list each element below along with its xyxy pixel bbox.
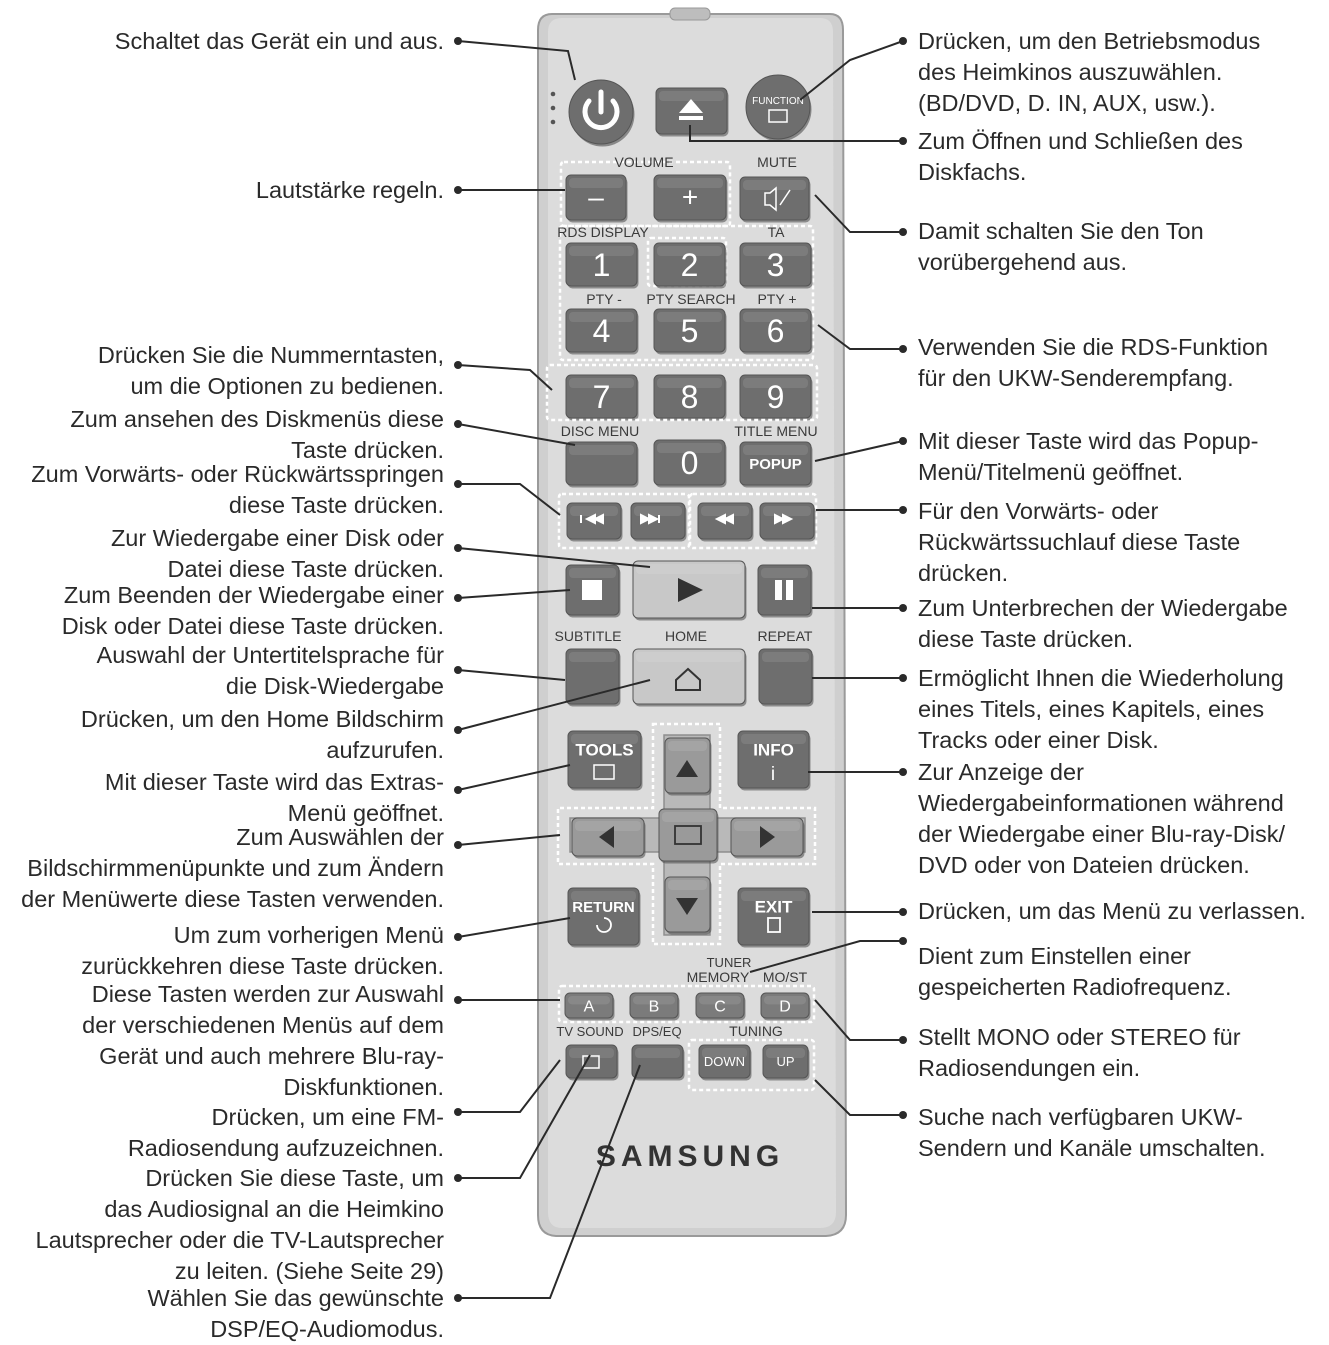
leader-dot [899,937,907,945]
enter-button[interactable] [659,809,719,864]
callout-line: Mit dieser Taste wird das Extras- [104,769,444,795]
mute-button[interactable] [740,177,811,223]
play-button[interactable] [633,561,747,621]
tuning-label: TUNING [729,1023,783,1039]
number-button-0-label: 0 [680,445,699,482]
button-d[interactable] [761,993,811,1021]
callout-line: Radiosendungen ein. [918,1055,1141,1081]
dsp-eq-button[interactable] [632,1045,685,1081]
left-callout-13 [82,979,444,1103]
popup-button[interactable] [740,442,813,488]
subtitle-button[interactable] [566,649,621,707]
info-button[interactable] [738,731,811,791]
tuning-up-button[interactable] [763,1045,810,1081]
callout-line: die Disk-Wiedergabe [225,673,444,699]
volume-down-button-label: – [588,181,604,213]
left-callout-2 [256,175,444,206]
exit-button[interactable] [738,888,811,948]
right-callout-7 [918,593,1288,655]
callout-line: Stellt MONO oder STEREO für [918,1024,1241,1050]
callout-line: Auswahl der Untertitelsprache für [96,642,444,668]
number-button-6[interactable] [740,309,813,355]
leader-dot [454,933,462,941]
leader-dot [454,480,462,488]
return-button[interactable] [568,888,641,948]
nav-down-button[interactable] [665,877,712,935]
leader-dot [899,37,907,45]
leader-dot [454,361,462,369]
callout-line: Disk oder Datei diese Taste drücken. [61,613,444,639]
skip-forward-button[interactable] [631,503,687,542]
leader-dot [454,996,462,1004]
eject-button[interactable] [656,88,729,137]
callout-line: Tracks oder einer Disk. [918,727,1159,753]
volume-up-button[interactable] [654,175,728,223]
leader-dot [454,786,462,794]
pty-search-label: PTY SEARCH [646,291,736,307]
button-c-label: C [714,998,726,1016]
left-callout-10 [105,767,444,829]
tools-button[interactable] [568,731,643,791]
samsung-logo: SAMSUNG [595,1140,785,1173]
leader-dot [454,37,462,45]
repeat-label: REPEAT [757,628,813,644]
tv-sound-label: TV SOUND [556,1024,624,1039]
callout-line: Zur Wiedergabe einer Disk oder [110,525,444,551]
number-button-7-label: 7 [592,379,611,416]
right-callout-5 [918,426,1258,488]
home-button[interactable] [633,649,747,707]
leader-dot [899,1111,907,1119]
right-callout-8 [918,663,1284,756]
number-button-1[interactable] [566,243,639,289]
left-callout-12 [81,920,444,982]
disc-menu-label: DISC MENU [560,423,640,439]
leader-dot [454,1294,462,1302]
leader-dot [899,345,907,353]
subtitle-label: SUBTITLE [554,628,622,644]
disc-menu-button[interactable] [566,442,639,488]
callout-line: vorübergehend aus. [918,249,1128,275]
leader-dot [454,841,462,849]
leader-dot [899,674,907,682]
callout-line: Drücken, um das Menü zu verlassen. [918,898,1306,924]
return-icon-spacer: TUNING [600,936,608,938]
mute-label: MUTE [757,154,797,170]
return-button-label: RETURN [572,898,635,916]
nav-up-button[interactable] [665,738,712,796]
callout-line: Suche nach verfügbaren UKW- [918,1104,1243,1130]
callout-line: Drücken, um den Home Bildschirm [80,706,444,732]
callout-line: Diese Tasten werden zur Auswahl [91,981,444,1007]
leader-dot [899,437,907,445]
mo-st-label: MO/ST [762,969,808,985]
pause-button[interactable] [758,565,813,618]
callout-line: Wiedergabeinformationen während [918,790,1284,816]
callout-line: Zur Anzeige der [918,759,1084,785]
number-button-3[interactable] [740,243,813,289]
callout-line: Zum Unterbrechen der Wiedergabe [918,595,1288,621]
callout-line: Wählen Sie das gewünschte [147,1285,444,1311]
callout-line: Zum Auswählen der [236,824,444,850]
fast-forward-button[interactable] [760,503,816,542]
pause-icon [775,580,782,600]
callout-line: Datei diese Taste drücken. [167,556,444,582]
number-button-8[interactable] [654,375,727,421]
skip-back-button[interactable] [567,503,623,542]
leader-dot [899,908,907,916]
dsp-eq-label: DPS/EQ [632,1024,682,1039]
leader-dot [899,1036,907,1044]
tuning-up-button-label: UP [776,1054,795,1070]
left-callout-16 [147,1283,444,1345]
callout-line: Für den Vorwärts- oder [918,498,1159,524]
leader-dot [454,666,462,674]
left-callout-8 [97,640,444,702]
leader-dot [899,604,907,612]
popup-button-label: POPUP [749,455,802,473]
number-button-8-label: 8 [680,379,699,416]
number-button-4-label: 4 [592,313,611,350]
callout-line: Drücken Sie diese Taste, um [145,1165,444,1191]
number-button-1-label: 1 [592,247,611,284]
ta-label: TA [767,224,785,240]
callout-line: drücken. [918,560,1009,586]
number-button-9[interactable] [740,375,813,421]
leader-dot [454,726,462,734]
volume-down-button[interactable] [566,175,628,223]
number-button-7[interactable] [566,375,639,421]
callout-line: Zum ansehen des Diskmenüs diese [70,406,444,432]
left-callout-3 [98,340,444,402]
callout-line: Menü geöffnet. [287,800,444,826]
right-callout-6 [918,496,1240,589]
callout-line: diese Taste drücken. [228,492,444,518]
nav-left-button[interactable] [572,818,646,859]
left-callout-14 [128,1102,444,1164]
info-button-label: INFO [753,740,794,760]
repeat-button[interactable] [759,649,814,707]
stop-button[interactable] [566,565,621,618]
left-callout-6 [111,523,444,585]
tuning-down-button-label: DOWN [703,1054,746,1070]
button-d-label: D [779,998,791,1016]
right-callout-13 [918,1102,1266,1164]
button-c[interactable] [696,993,746,1021]
callout-line: Lautstärke regeln. [255,177,444,203]
rds-display-label: RDS DISPLAY [557,224,649,240]
callout-line: Drücken, um den Betriebsmodus [918,28,1261,54]
right-callout-10 [918,896,1306,927]
callout-line: Dient zum Einstellen einer [918,943,1191,969]
right-callout-9 [918,757,1285,881]
callout-line: Radiosendung aufzuzeichnen. [127,1135,444,1161]
nav-right-button[interactable] [731,818,805,859]
right-callout-3 [918,216,1204,278]
callout-line: DVD oder von Dateien drücken. [918,852,1250,878]
callout-line: des Heimkinos auszuwählen. [918,59,1223,85]
leader-dot [454,420,462,428]
leader-dot [899,506,907,514]
callout-line: Gerät und auch mehrere Blu-ray- [99,1043,444,1069]
volume-label: VOLUME [614,154,674,170]
volume-up-button-label: + [681,181,699,213]
callout-line: eines Titels, eines Kapitels, eines [918,696,1265,722]
callout-line: das Audiosignal an die Heimkino [104,1196,444,1222]
memory-label: MEMORY [686,969,750,985]
right-callout-12 [918,1022,1241,1084]
callout-line: um die Optionen zu bedienen. [130,373,444,399]
left-callout-9 [81,704,444,766]
number-button-2[interactable] [654,243,727,289]
leader-dot [454,594,462,602]
button-a[interactable] [565,993,615,1021]
leader-dot [454,544,462,552]
callout-line: Sendern und Kanäle umschalten. [918,1135,1266,1161]
button-b[interactable] [630,993,680,1021]
callout-line: der Menüwerte diese Tasten verwenden. [21,886,444,912]
callout-line: Drücken Sie die Nummerntasten, [97,342,444,368]
leader-dot [454,186,462,194]
callout-line: Lautsprecher oder die TV-Lautsprecher [35,1227,444,1253]
button-a-label: A [583,998,595,1016]
callout-line: Rückwärtssuchlauf diese Taste [918,529,1241,555]
callout-line: Um zum vorherigen Menü [173,922,444,948]
callout-line: DSP/EQ-Audiomodus. [210,1316,444,1342]
callout-line: zu leiten. (Siehe Seite 29) [174,1258,444,1284]
tuner-label: TUNER [706,955,752,970]
callout-line: Zum Vorwärts- oder Rückwärtsspringen [31,461,444,487]
callout-line: Drücken, um eine FM- [211,1104,444,1130]
callout-line: Taste drücken. [291,437,444,463]
left-callout-11 [21,822,444,915]
callout-line: gespeicherten Radiofrequenz. [918,974,1232,1000]
leader-dot [899,137,907,145]
number-button-5[interactable] [654,309,727,355]
number-button-2-label: 2 [680,247,699,284]
stop-icon [582,580,602,600]
tv-sound-button[interactable] [566,1045,619,1081]
callout-line: Ermöglicht Ihnen die Wiederholung [918,665,1284,691]
leader-dot [899,228,907,236]
right-callout-11 [918,941,1232,1003]
callout-line: Schaltet das Gerät ein und aus. [114,28,444,54]
callout-line: Menü/Titelmenü geöffnet. [918,459,1184,485]
callout-line: Damit schalten Sie den Ton [918,218,1204,244]
callout-line: Zum Beenden der Wiedergabe einer [63,582,444,608]
number-button-6-label: 6 [766,313,785,350]
info-icon: i [770,764,776,785]
function-label: FUNCTION [752,96,804,107]
callout-line: Verwenden Sie die RDS-Funktion [918,334,1269,360]
left-callout-7 [62,580,444,642]
button-b-label: B [648,998,660,1016]
leader-dot [899,768,907,776]
led-dot [551,120,556,125]
callout-line: Diskfunktionen. [283,1074,444,1100]
left-callout-4 [70,404,444,466]
left-callout-1 [115,26,444,57]
tuning-down-button[interactable] [699,1045,752,1081]
tools-button-label: TOOLS [575,740,634,760]
right-callout-2 [918,126,1243,188]
led-dot [551,92,556,97]
pty-minus-label: PTY - [586,291,622,307]
callout-line: Zum Öffnen und Schließen des [918,128,1243,154]
exit-button-label: EXIT [754,897,793,917]
leader-dot [454,1108,462,1116]
number-button-4[interactable] [566,309,639,355]
left-callout-15 [36,1163,444,1287]
number-button-5-label: 5 [680,313,699,350]
right-callout-1 [918,26,1260,119]
callout-line: für den UKW-Senderempfang. [918,365,1234,391]
callout-line: aufzurufen. [326,737,444,763]
title-menu-label: TITLE MENU [734,423,818,439]
rewind-button[interactable] [698,503,754,542]
callout-line: Bildschirmmenüpunkte und zum Ändern [27,855,444,881]
home-label: HOME [665,628,707,644]
callout-line: Diskfachs. [918,159,1027,185]
callout-line: Mit dieser Taste wird das Popup- [918,428,1259,454]
pty-plus-label: PTY + [757,291,797,307]
callout-line: der verschiedenen Menüs auf dem [82,1012,444,1038]
left-callout-5 [31,459,444,521]
leader-dot [454,1174,462,1182]
callout-line: diese Taste drücken. [918,626,1134,652]
number-button-0[interactable] [654,440,727,488]
number-button-9-label: 9 [766,379,785,416]
callout-line: (BD/DVD, D. IN, AUX, usw.). [918,90,1216,116]
callout-line: zurückkehren diese Taste drücken. [81,953,444,979]
callout-line: der Wiedergabe einer Blu-ray-Disk/ [918,821,1286,847]
led-dot [551,106,556,111]
number-button-3-label: 3 [766,247,785,284]
right-callout-4 [918,332,1268,394]
